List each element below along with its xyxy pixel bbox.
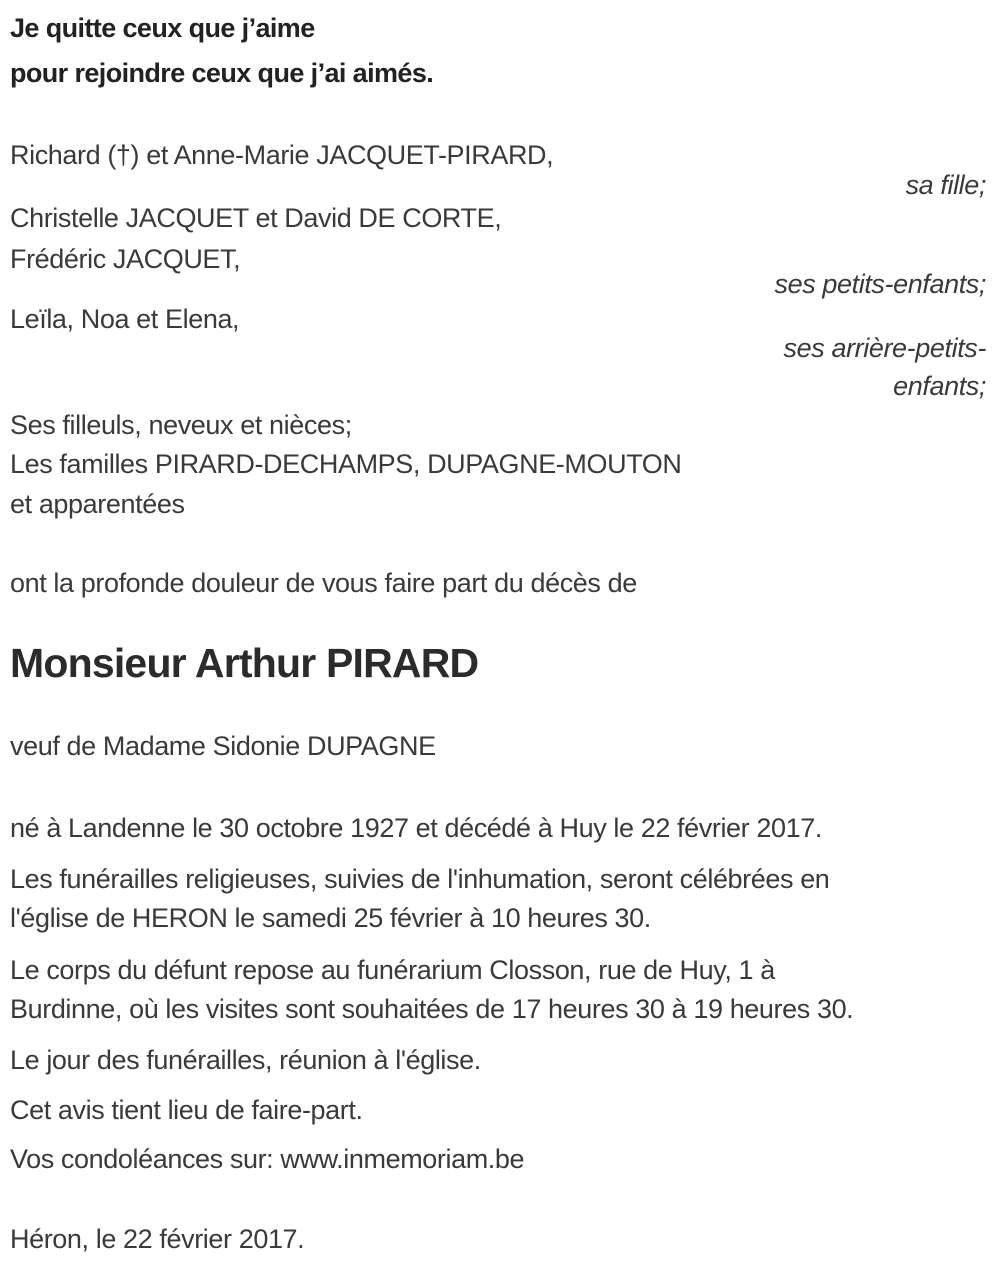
kinship-label: ses arrière-petits- [783,333,986,363]
kinship-label: sa fille; [905,170,986,200]
mourner-line: Christelle JACQUET et David DE CORTE, [10,203,502,233]
mourner-line: et apparentées [10,489,185,519]
announcement-text: ont la profonde douleur de vous faire part du décès de [10,568,637,598]
visitation-line: Le corps du défunt repose au funérarium Closson, rue de Huy, 1 à [10,955,775,985]
visitation-line: Burdinne, où les visites sont souhaitées de 17 heures 30 à 19 heures 30. [10,994,854,1024]
epitaph-line-1: Je quitte ceux que j’aime [10,13,315,43]
assembly-line: Le jour des funérailles, réunion à l'église. [10,1045,481,1075]
dateline: Héron, le 22 février 2017. [10,1224,305,1254]
epitaph-line-2: pour rejoindre ceux que j’ai aimés. [10,58,434,88]
mourner-line: Richard (†) et Anne-Marie JACQUET-PIRARD, [10,140,554,170]
kinship-label: ses petits-enfants; [774,269,986,299]
mourner-line: Leïla, Noa et Elena, [10,304,240,334]
mourner-line: Les familles PIRARD-DECHAMPS, DUPAGNE-MOUTON [10,449,682,479]
birth-death-line: né à Landenne le 30 octobre 1927 et décédé à Huy le 22 février 2017. [10,813,822,843]
mourner-line: Ses filleuls, neveux et nièces; [10,410,352,440]
deceased-name: Monsieur Arthur PIRARD [10,640,479,686]
mourner-line: Frédéric JACQUET, [10,244,241,274]
spouse-line: veuf de Madame Sidonie DUPAGNE [10,731,436,761]
kinship-label: enfants; [893,371,986,401]
funeral-line: Les funérailles religieuses, suivies de l'inhumation, seront célébrées en [10,864,830,894]
funeral-line: l'église de HERON le samedi 25 février à 10 heures 30. [10,903,651,933]
faire-part-line: Cet avis tient lieu de faire-part. [10,1095,363,1125]
condolences-line: Vos condoléances sur: www.inmemoriam.be [10,1144,525,1174]
